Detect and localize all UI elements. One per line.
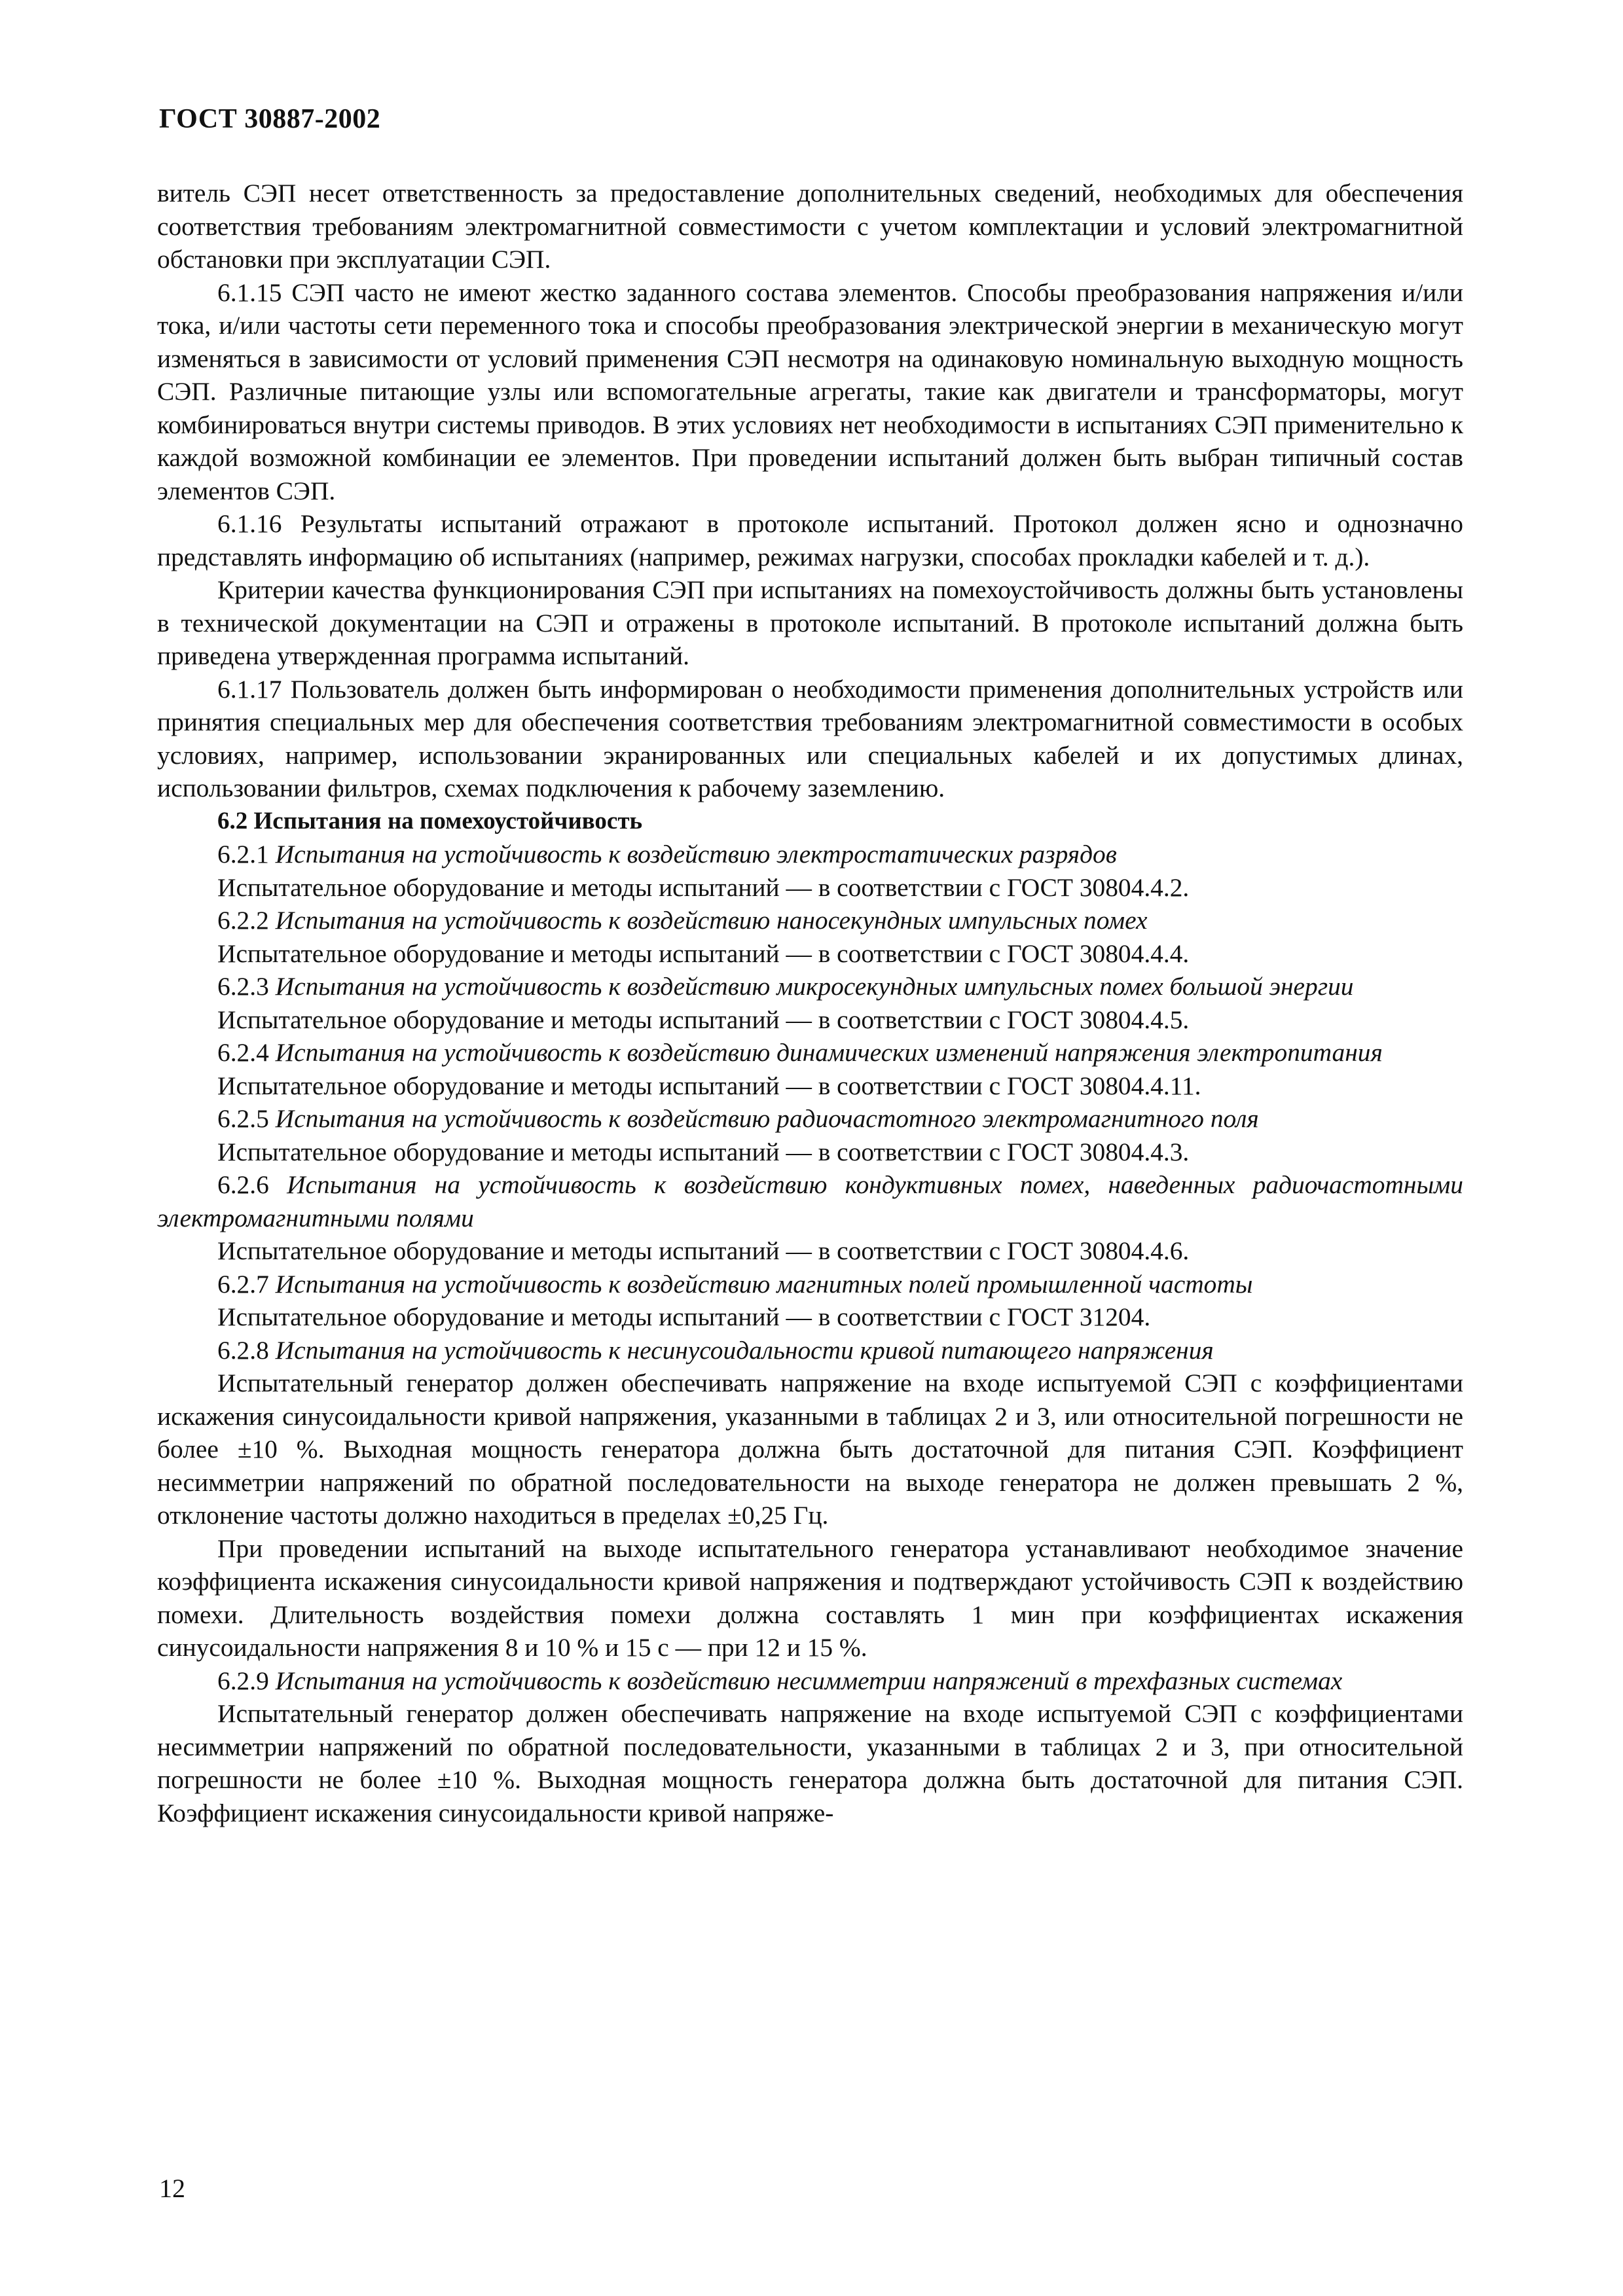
body-paragraph: 6.1.16 Результаты испытаний отражают в протоколе испытаний. Протокол должен ясно и однозначно представлять информацию об испытаниях (например, режимах нагрузки, способах прокладки кабелей и т. д.). xyxy=(157,509,1463,571)
subsection-number: 6.2.9 xyxy=(217,1666,269,1695)
subsection-title xyxy=(157,1036,1463,1069)
subsection-title xyxy=(157,970,1463,1003)
body-paragraph: витель СЭП несет ответственность за предоставление дополнительных сведений, необходимых для обеспечения соответствия требованиям электромагнитной совместимости с учетом комплектации и условий электромагнитной обстановки при эксплуатации СЭП. xyxy=(157,179,1463,274)
body-paragraph: Испытательный генератор должен обеспечивать напряжение на входе испытуемой СЭП с коэффициентами несимметрии напряжений по обратной последовательности, указанными в таблицах 2 и 3, при относительной погрешности не более ±10 %. Выходная мощность генератора должна быть достаточной для питания СЭП. Коэффициент искажения синусоидальности кривой напряже- xyxy=(157,1699,1463,1827)
standard-code: ГОСТ 30804.4.5. xyxy=(1006,1005,1190,1034)
subsection-title xyxy=(157,1268,1463,1301)
standard-code: ГОСТ 30804.4.4. xyxy=(1006,939,1190,968)
subsection-text: Испытания на устойчивость к воздействию кондуктивных помех, наведенных радиочастотными электромагнитными полями xyxy=(157,1170,1463,1232)
subsection-number: 6.2.2 xyxy=(217,906,269,935)
body-paragraph: Испытательный генератор должен обеспечивать напряжение на входе испытуемой СЭП с коэффициентами искажения синусоидальности кривой напряжения, указанными в таблицах 2 и 3, или относительной погрешности не более ±10 %. Выходная мощность генератора должна быть достаточной для питания СЭП. Коэффициент несимметрии напряжений по обратной последовательности на выходе генератора не должен превышать 2 %, отклонение частоты должно находиться в пределах ±0,25 Гц. xyxy=(157,1369,1463,1530)
subsection-number: 6.2.7 xyxy=(217,1269,269,1299)
reference-text: Испытательное оборудование и методы испытаний — в соответствии с xyxy=(217,1236,1001,1265)
subsection-title xyxy=(157,1168,1463,1234)
reference-text: Испытательное оборудование и методы испытаний — в соответствии с xyxy=(217,939,1001,968)
subsection-text: Испытания на устойчивость к воздействию несимметрии напряжений в трехфазных системах xyxy=(275,1666,1343,1695)
subsection-text: Испытания на устойчивость к воздействию радиочастотного электромагнитного поля xyxy=(275,1104,1259,1133)
subsection-text: Испытания на устойчивость к воздействию динамических изменений напряжения электропитания xyxy=(275,1038,1383,1067)
reference-text: Испытательное оборудование и методы испытаний — в соответствии с xyxy=(217,872,1001,902)
standard-code: ГОСТ 30804.4.11. xyxy=(1006,1071,1201,1100)
subsection-text: Испытания на устойчивость к несинусоидальности кривой питающего напряжения xyxy=(275,1335,1214,1365)
subsection-number: 6.2.8 xyxy=(217,1335,269,1365)
reference-text: Испытательное оборудование и методы испытаний — в соответствии с xyxy=(217,1071,1001,1100)
subsection-title xyxy=(157,904,1463,937)
document-header: ГОСТ 30887-2002 xyxy=(159,104,381,134)
subsection-title xyxy=(157,1664,1463,1698)
standard-reference xyxy=(157,1234,1463,1268)
subsection-title xyxy=(157,1102,1463,1136)
subsection-number: 6.2.4 xyxy=(217,1038,269,1067)
page-number: 12 xyxy=(159,2174,185,2203)
reference-text: Испытательное оборудование и методы испытаний — в соответствии с xyxy=(217,1005,1001,1034)
subsection-text: Испытания на устойчивость к воздействию микросекундных импульсных помех большой энергии xyxy=(275,972,1354,1001)
standard-reference xyxy=(157,871,1463,905)
subsection-title xyxy=(157,1334,1463,1367)
standard-reference xyxy=(157,1003,1463,1037)
subsection-text: Испытания на устойчивость к воздействию наносекундных импульсных помех xyxy=(275,906,1148,935)
subsection-title xyxy=(157,838,1463,871)
section-heading: 6.2 Испытания на помехоустойчивость xyxy=(217,807,643,834)
document-body xyxy=(157,177,1463,1829)
standard-reference xyxy=(157,1069,1463,1103)
standard-code: ГОСТ 30804.4.6. xyxy=(1006,1236,1190,1265)
subsection-text: Испытания на устойчивость к воздействию магнитных полей промышленной частоты xyxy=(275,1269,1253,1299)
subsection-number: 6.2.5 xyxy=(217,1104,269,1133)
subsection-number: 6.2.3 xyxy=(217,972,269,1001)
reference-text: Испытательное оборудование и методы испытаний — в соответствии с xyxy=(217,1302,1001,1331)
reference-text: Испытательное оборудование и методы испытаний — в соответствии с xyxy=(217,1137,1001,1166)
body-paragraph: При проведении испытаний на выходе испытательного генератора устанавливают необходимое значение коэффициента искажения синусоидальности кривой напряжения и подтверждают устойчивость СЭП к воздействию помехи. Длительность воздействия помехи должна составлять 1 мин при коэффициентах искажения синусоидальности напряжения 8 и 10 % и 15 с — при 12 и 15 %. xyxy=(157,1534,1463,1662)
standard-reference xyxy=(157,1300,1463,1334)
body-paragraph: 6.1.15 СЭП часто не имеют жестко заданного состава элементов. Способы преобразования напряжения и/или тока, и/или частоты сети переменного тока и способы преобразования электрической энергии в механическую могут изменяться в зависимости от условий применения СЭП несмотря на одинаковую номинальную выходную мощность СЭП. Различные питающие узлы или вспомогательные агрегаты, такие как двигатели и трансформаторы, могут комбинироваться внутри системы приводов. В этих условиях нет необходимости в испытаниях СЭП применительно к каждой возможной комбинации ее элементов. При проведении испытаний должен быть выбран типичный состав элементов СЭП. xyxy=(157,278,1463,505)
subsection-number: 6.2.1 xyxy=(217,840,269,869)
subsection-text: Испытания на устойчивость к воздействию электростатических разрядов xyxy=(275,840,1117,869)
body-paragraph: Критерии качества функционирования СЭП при испытаниях на помехоустойчивость должны быть установлены в технической документации на СЭП и отражены в протоколе испытаний. В протоколе испытаний должна быть приведена утвержденная программа испытаний. xyxy=(157,575,1463,670)
subsection-number: 6.2.6 xyxy=(217,1170,269,1199)
standard-code: ГОСТ 30804.4.3. xyxy=(1006,1137,1190,1166)
standard-reference xyxy=(157,1136,1463,1169)
standard-code: ГОСТ 31204. xyxy=(1006,1302,1151,1331)
standard-code: ГОСТ 30804.4.2. xyxy=(1006,872,1190,902)
body-paragraph: 6.1.17 Пользователь должен быть информирован о необходимости применения дополнительных устройств или принятия специальных мер для обеспечения соответствия требованиям электромагнитной совместимости в особых условиях, например, использовании экранированных или специальных кабелей и их допустимых длинах, использовании фильтров, схемах подключения к рабочему заземлению. xyxy=(157,674,1463,802)
standard-reference xyxy=(157,937,1463,971)
